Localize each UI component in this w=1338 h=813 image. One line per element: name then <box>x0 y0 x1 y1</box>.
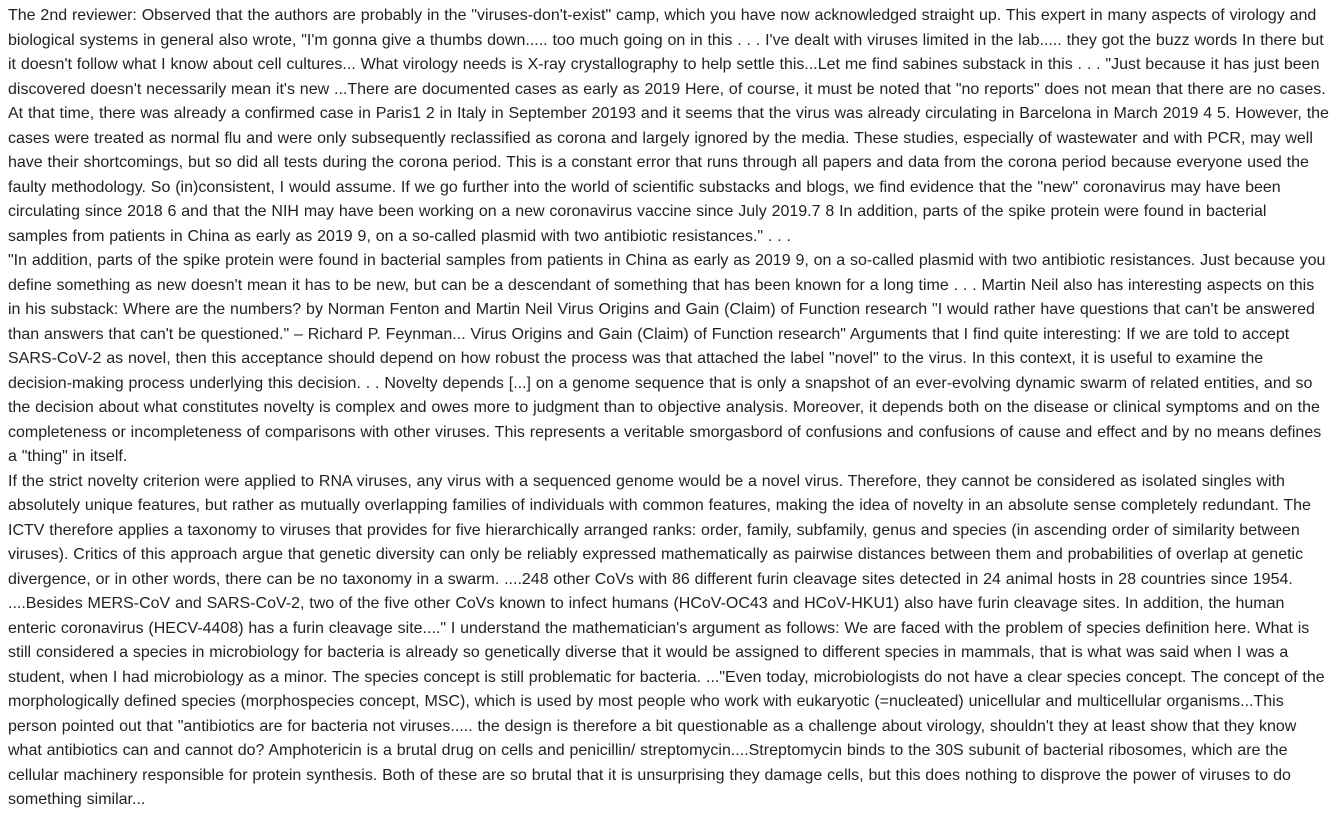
paragraph-reviewer-quote: The 2nd reviewer: Observed that the authors are probably in the "viruses-don't-exist" camp, which you have now acknowledged straight up. This expert in many aspects of virology and biological systems in general also wrote, "I'm gonna give a thumbs down..... too much going on in this . . . I've dealt with viruses limited in the lab..... they got the buzz words In there but it doesn't follow what I know about cell cultures... What virology needs is X-ray crystallography to help settle this...Let me find sabines substack in this . . . "Just because it has just been discovered doesn't necessarily mean it's new ...There are documented cases as early as 2019 Here, of course, it must be noted that "no reports" does not mean that there are no cases. At that time, there was already a confirmed case in Paris1 2 in Italy in September 20193 and it seems that the virus was already circulating in Barcelona in March 2019 4 5. However, the cases were treated as normal flu and were only subsequently reclassified as corona and largely ignored by the media. These studies, especially of wastewater and with PCR, may well have their shortcomings, but so did all tests during the corona period. This is a constant error that runs through all papers and data from the corona period because everyone used the faulty methodology. So (in)consistent, I would assume. If we go further into the world of scientific substacks and blogs, we find evidence that the "new" coronavirus may have been circulating since 2018 6 and that the NIH may have been working on a new coronavirus vaccine since July 2019.7 8 In addition, parts of the spike protein were found in bacterial samples from patients in China as early as 2019 9, on a so-called plasmid with two antibiotic resistances." . . . <box>8 7 1329 245</box>
paragraph-novelty-argument: "In addition, parts of the spike protein were found in bacterial samples from patients in China as early as 2019 9, on a so-called plasmid with two antibiotic resistances. Just because you define something as new doesn't mean it has to be new, but can be a descendant of something that has been known for a long time . . . Martin Neil also has interesting aspects on this in his substack: Where are the numbers? by Norman Fenton and Martin Neil Virus Origins and Gain (Claim) of Function research "I would rather have questions that can't be answered than answers that can't be questioned." – Richard P. Feynman... Virus Origins and Gain (Claim) of Function research" Arguments that I find quite interesting: If we are told to accept SARS-CoV-2 as novel, then this acceptance should depend on how robust the process was that attached the label "novel" to the virus. In this context, it is useful to examine the decision-making process underlying this decision. . . Novelty depends [...] on a genome sequence that is only a snapshot of an ever-evolving dynamic swarm of related entities, and so the decision about what constitutes novelty is complex and owes more to judgment than to objective analysis. Moreover, it depends both on the disease or clinical symptoms and on the completeness or incompleteness of comparisons with other viruses. This represents a veritable smorgasbord of confusions and confusions of cause and effect and by no means defines a "thing" in itself. <box>8 252 1326 465</box>
paragraph-species-concept: If the strict novelty criterion were applied to RNA viruses, any virus with a sequenced genome would be a novel virus. Therefore, they cannot be considered as isolated singles with absolutely unique features, but rather as mutually overlapping families of individuals with common features, making the idea of novelty in an absolute sense completely redundant. The ICTV therefore applies a taxonomy to viruses that provides for five hierarchically arranged ranks: order, family, subfamily, genus and species (in ascending order of similarity between viruses). Critics of this approach argue that genetic diversity can only be reliably expressed mathematically as pairwise distances between them and probabilities of overlap at genetic divergence, or in other words, there can be no taxonomy in a swarm. ....248 other CoVs with 86 different furin cleavage sites detected in 24 animal hosts in 28 countries since 1954. ....Besides MERS-CoV and SARS-CoV-2, two of the five other CoVs known to infect humans (HCoV-OC43 and HCoV-HKU1) also have furin cleavage sites. In addition, the human enteric coronavirus (HECV-4408) has a furin cleavage site...." I understand the mathematician's argument as follows: We are faced with the problem of species definition here. What is still considered a species in microbiology for bacteria is already so genetically diverse that it would be assigned to different species in mammals, that is what was said when I was a student, when I had microbiology as a minor. The species concept is still problematic for bacteria. ..."Even today, microbiologists do not have a clear species concept. The concept of the morphologically defined species (morphospecies concept, MSC), which is used by most people who work with eukaryotic (=nucleated) unicellular and multicellular organisms...This person pointed out that "antibiotics are for bacteria not viruses..... the design is therefore a bit questionable as a challenge about virology, shouldn't they at least show that they know what antibiotics can and cannot do? Amphotericin is a brutal drug on cells and penicillin/ streptomycin....Streptomycin binds to the 30S subunit of bacterial ribosomes, which are the cellular machinery responsible for protein synthesis. Both of these are so brutal that it is unsurprising they damage cells, but this does nothing to disprove the power of viruses to do something similar... <box>8 472 1325 808</box>
